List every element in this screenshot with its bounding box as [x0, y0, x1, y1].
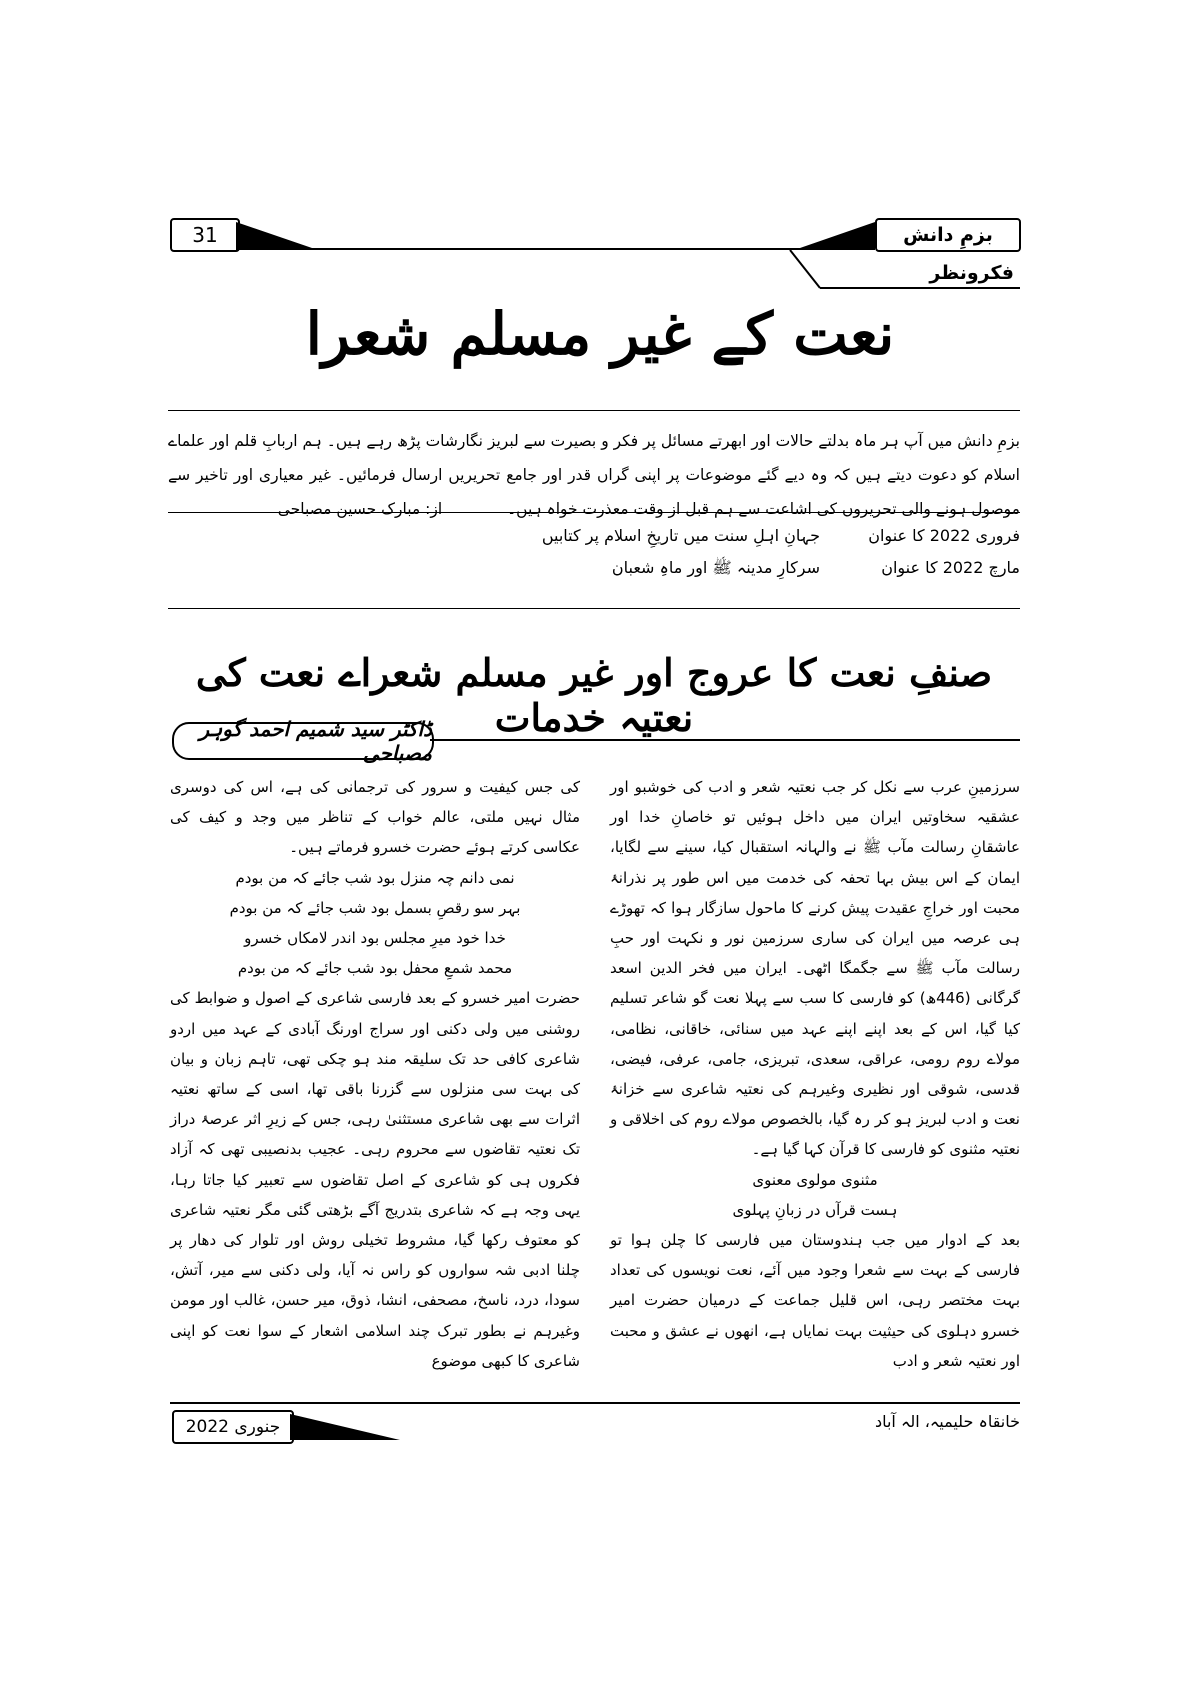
paragraph: حضرت امیر خسرو کے بعد فارسی شاعری کے اصول و ضوابط کی روشنی میں ولی دکنی اور سراج اورنگ آبادی کے عہد میں اردو شاعری کافی حد تک سلیقہ مند ہو چکی تھی، تاہم زبان و بیان کی بہت سی منزلوں سے گزرنا باقی تھا، اسی کے ساتھ نعتیہ اثرات سے بھی شاعری مستثنیٰ رہی، جس کے زیرِ اثر عرصۂ دراز تک نعتیہ تقاضوں سے محروم رہی۔ عجیب بدنصیبی تھی کہ آزاد فکروں ہی کو شاعری کے اصل تقاضوں سے تعبیر کیا جاتا رہا، یہی وجہ ہے کہ شاعری بتدریج آگے بڑھتی گئی مگر نعتیہ شاعری کو معتوف رکھا گیا، مشروط تخیلی روش اور تلوار کی دھار پر چلنا ادبی شہ سواروں کو راس نہ آیا، ولی دکنی سے میر، آتش، سودا، درد، ناسخ، مصحفی، انشا، ذوق، میر حسن، غالب اور مومن وغیرہم نے بطور تبرک چند اسلامی اشعار کے سوا نعت کو اپنی شاعری کا کبھی موضوع — [170, 989, 580, 1370]
page-number-text: 31 — [192, 223, 218, 247]
intro-top-rule — [168, 410, 1020, 411]
paragraph: سرزمینِ عرب سے نکل کر جب نعتیہ شعر و ادب کی خوشبو اور عشقیہ سخاوتیں ایران میں داخل ہوئیں تو خاصانِ خدا اور عاشقانِ رسالت مآب ﷺ نے والہانہ استقبال کیا، سینے سے لگایا، ایمان کے اس بیش بہا تحفہ کی خدمت میں اس طور پر نذرانۂ محبت اور خراجِ عقیدت پیش کرنے کا ماحول سازگار ہوا کہ تھوڑے ہی عرصہ میں ایران کی ساری سرزمین نور و نکہت اور حبِ رسالت مآب ﷺ سے جگمگا اٹھی۔ ایران میں فخر الدین اسعد گرگانی (446ھ) کو فارسی کا سب سے پہلا نعت گو شاعر تسلیم کیا گیا، اس کے بعد اپنے اپنے عہد میں سنائی، خاقانی، نظامی، مولاے روم رومی، عراقی، سعدی، تبریزی، جامی، عرفی، فیضی، قدسی، شوقی اور نظیری وغیرہم کی نعتیہ شاعری سے خزانۂ نعت و ادب لبریز ہو کر رہ گیا، بالخصوص مولاے روم کی اخلاقی و نعتیہ مثنوی کو فارسی کا قرآن کہا گیا ہے۔ — [610, 778, 1020, 1159]
topic-label: مارچ 2022 کا عنوان — [881, 558, 1020, 577]
intro-text: بزمِ دانش میں آپ ہر ماہ بدلتے حالات اور ابھرتے مسائل پر فکر و بصیرت سے لبریز نگارشات پڑھ رہے ہیں۔ ہم اربابِ قلم اور علماے اسلام کو دعوت دیتے ہیں کہ وہ دیے گئے موضوعات پر اپنی گراں قدر اور جامع تحریریں ارسال فرمائیں۔ غیر معیاری اور تاخیر سے موصول ہونے والی تحریروں کی اشاعت سے ہم قبل از وقت معذرت خواہ ہیں۔ — [168, 432, 1020, 518]
magazine-name-text: بزمِ دانش — [903, 224, 993, 246]
topic-row — [420, 558, 1020, 590]
main-title: نعت کے غیر مسلم شعرا — [305, 300, 895, 368]
article-column-right — [610, 772, 1020, 1376]
footer-place: خانقاہ حلیمیہ، الہ آباد — [874, 1412, 1020, 1431]
article-title: صنفِ نعت کا عروج اور غیر مسلم شعراے نعت کی نعتیہ خدمات — [195, 650, 993, 740]
section-label: فکرونظر — [929, 262, 1014, 284]
topic-title: سرکارِ مدینہ ﷺ اور ماہِ شعبان — [611, 558, 820, 577]
footer-date-text: جنوری 2022 — [185, 1417, 281, 1437]
verse-line: مثنوی مولوی معنوی — [752, 1170, 878, 1189]
author-name — [172, 717, 434, 765]
author-rule — [430, 739, 1020, 741]
verse-line: نمی دانم چہ منزل بود شب جائے کہ من بودم — [235, 868, 515, 887]
intro-byline: از: مبارک حسین مصباحی — [277, 500, 443, 518]
topics-rule — [168, 608, 1020, 609]
magazine-name — [875, 218, 1021, 252]
topic-title: جہانِ اہلِ سنت میں تاریخِ اسلام پر کتابیں — [541, 526, 820, 545]
article-column-left — [170, 772, 580, 1376]
verse-line: خدا خود میرِ مجلس بود اندر لامکاں خسرو — [244, 929, 506, 948]
topics-list — [420, 526, 1020, 590]
paragraph: بعد کے ادوار میں جب ہندوستان میں فارسی کا چلن ہوا تو فارسی کے بہت سے شعرا وجود میں آئے، نعت نویسوں کی تعداد بہت مختصر رہی، اس قلیل جماعت کے درمیان حضرت امیر خسرو دہلوی کی حیثیت بہت نمایاں ہے، انھوں نے عشق و محبت اور نعتیہ شعر و ادب — [610, 1231, 1020, 1370]
topic-label: فروری 2022 کا عنوان — [868, 526, 1020, 545]
verse-line: محمد شمعِ محفل بود شب جائے کہ من بودم — [237, 959, 513, 978]
intro-bottom-rule — [168, 512, 1020, 513]
footer-rule — [170, 1402, 1020, 1404]
author-name-text: ڈاکٹر سید شمیم احمد گوہر مصباحی — [199, 717, 432, 765]
topic-row — [420, 526, 1020, 558]
paragraph: کی جس کیفیت و سرور کی ترجمانی کی ہے، اس کی دوسری مثال نہیں ملتی، عالم خواب کے تناظر میں وجد و کیف کی عکاسی کرتے ہوئے حضرت خسرو فرماتے ہیں۔ — [170, 778, 580, 857]
verse-line: بہر سو رقصِ بسمل بود شب جائے کہ من بودم — [229, 898, 521, 917]
intro-paragraph — [168, 424, 1020, 526]
verse-line: ہست قرآں در زبانِ پہلوی — [732, 1200, 898, 1219]
footer-wedge — [290, 1410, 410, 1442]
footer-date — [172, 1410, 294, 1444]
